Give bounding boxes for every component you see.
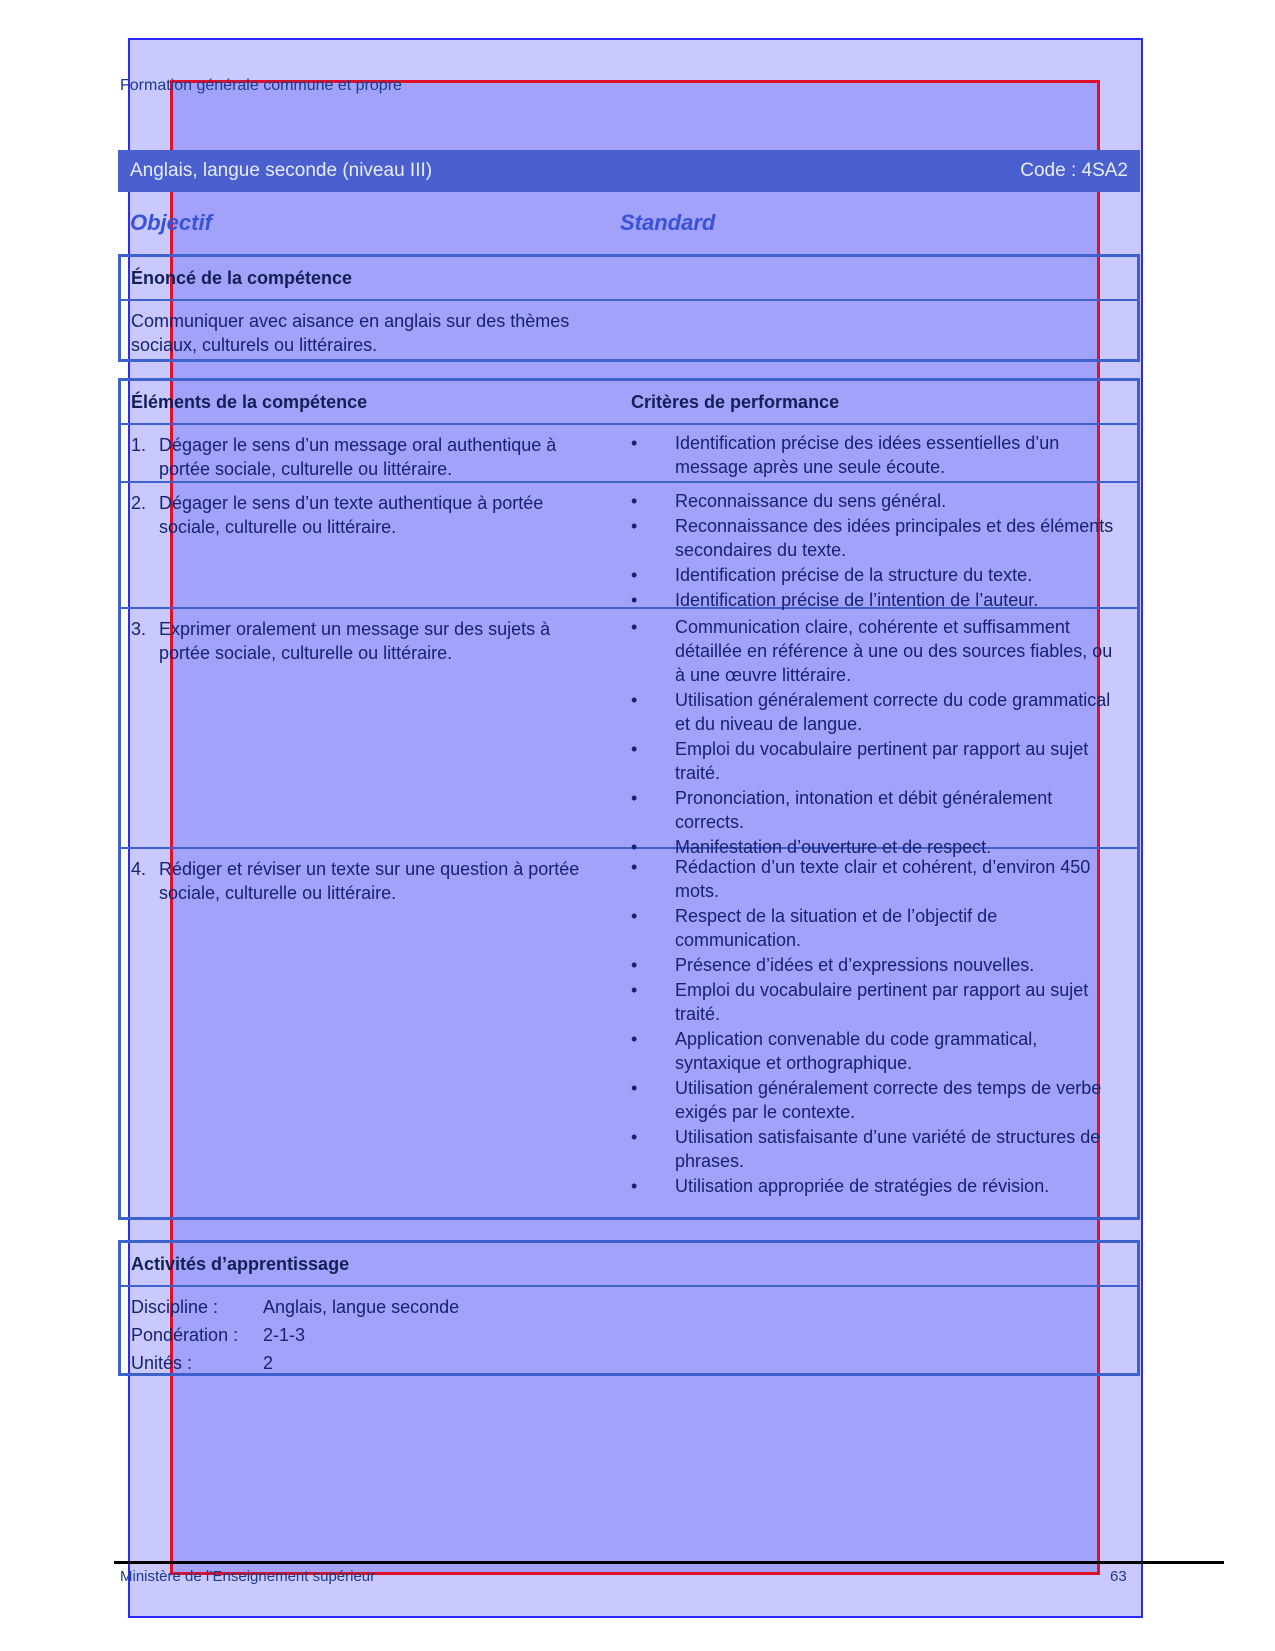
element-number: 3.: [131, 619, 147, 639]
element-description: Dégager le sens d’un texte authentique à portée sociale, culturelle ou littéraire.: [159, 493, 544, 537]
criterion-item: [631, 1174, 1121, 1198]
element-text: [131, 857, 601, 905]
criterion-item: [631, 1027, 1121, 1075]
criterion-text: Reconnaissance des idées principales et des éléments secondaires du texte.: [675, 516, 1114, 560]
element-number: 2.: [131, 493, 147, 513]
criterion-text: Emploi du vocabulaire pertinent par rapport au sujet traité.: [675, 980, 1089, 1024]
criteres-heading: Critères de performance: [631, 391, 840, 412]
element-description: Rédiger et réviser un texte sur une question à portée sociale, culturelle ou littéraire.: [159, 859, 580, 903]
bullet-icon: •: [631, 837, 638, 857]
activites-section: [118, 1240, 1140, 1376]
bullet-icon: •: [631, 739, 638, 759]
activites-heading: Activités d’apprentissage: [121, 1243, 1137, 1287]
criterion-text: Identification précise des idées essentielles d’un message après une seule écoute.: [675, 433, 1060, 477]
ponderation-label: Pondération :: [131, 1325, 239, 1345]
course-title-bar: [118, 150, 1140, 192]
criterion-item: [631, 688, 1121, 736]
bullet-icon: •: [631, 1176, 638, 1196]
criterion-text: Utilisation satisfaisante d’une variété de structures de phrases.: [675, 1127, 1101, 1171]
course-code: Code : 4SA2: [1020, 160, 1128, 181]
criterion-text: Application convenable du code grammatical, syntaxique et orthographique.: [675, 1029, 1038, 1073]
criterion-text: Prononciation, intonation et débit généralement corrects.: [675, 788, 1053, 832]
discipline-row: [131, 1293, 1127, 1321]
course-title: Anglais, langue seconde (niveau III): [130, 160, 433, 181]
page-number: 63: [1110, 1568, 1127, 1585]
bullet-icon: •: [631, 1029, 638, 1049]
bullet-icon: •: [631, 565, 638, 585]
criterion-item: [631, 737, 1121, 785]
bullet-icon: •: [631, 788, 638, 808]
unites-label: Unités :: [131, 1353, 193, 1373]
criterion-item: [631, 489, 1121, 513]
criterion-item: [631, 431, 1121, 479]
criterion-item: [631, 1125, 1121, 1173]
criterion-item: [631, 786, 1121, 834]
unites-row: [131, 1349, 1127, 1377]
footer-rule: [114, 1561, 1224, 1564]
bullet-icon: •: [631, 980, 638, 1000]
criterion-text: Identification précise de la structure du texte.: [675, 565, 1033, 585]
bullet-icon: •: [631, 1127, 638, 1147]
criterion-item: [631, 978, 1121, 1026]
bullet-icon: •: [631, 590, 638, 610]
element-text: [131, 491, 601, 539]
criterion-text: Rédaction d’un texte clair et cohérent, d’environ 450 mots.: [675, 857, 1091, 901]
criterion-text: Présence d’idées et d’expressions nouvelles.: [675, 955, 1035, 975]
element-text: [131, 433, 601, 481]
criterion-text: Utilisation appropriée de stratégies de révision.: [675, 1176, 1050, 1196]
criterion-item: [631, 563, 1121, 587]
enonce-heading: Énoncé de la compétence: [121, 257, 1137, 301]
element-text: [131, 617, 601, 665]
element-description: Dégager le sens d’un message oral authentique à portée sociale, culturelle ou littéraire.: [159, 435, 557, 479]
enonce-section: [118, 254, 1140, 362]
competence-row: [121, 609, 1137, 857]
criteria-list: [631, 431, 1121, 480]
bullet-icon: •: [631, 906, 638, 926]
running-header: Formation générale commune et propre: [120, 77, 402, 94]
bullet-icon: •: [631, 1078, 638, 1098]
criterion-text: Reconnaissance du sens général.: [675, 491, 947, 511]
criterion-text: Utilisation généralement correcte du code grammatical et du niveau de langue.: [675, 690, 1111, 734]
criteria-list: [631, 855, 1121, 1199]
unites-value: 2: [263, 1353, 274, 1373]
competence-row: [121, 425, 1137, 483]
element-number: 4.: [131, 859, 147, 879]
criterion-text: Respect de la situation et de l’objectif de communication.: [675, 906, 998, 950]
criterion-text: Emploi du vocabulaire pertinent par rapport au sujet traité.: [675, 739, 1089, 783]
element-number: 1.: [131, 435, 147, 455]
discipline-value: Anglais, langue seconde: [263, 1297, 460, 1317]
bullet-icon: •: [631, 617, 638, 637]
footer-ministry: Ministère de l’Enseignement supérieur: [120, 1568, 376, 1585]
criterion-item: [631, 855, 1121, 903]
discipline-label: Discipline :: [131, 1297, 219, 1317]
criterion-item: [631, 1076, 1121, 1124]
criterion-item: [631, 904, 1121, 952]
criterion-item: [631, 514, 1121, 562]
bullet-icon: •: [631, 955, 638, 975]
bullet-icon: •: [631, 690, 638, 710]
criteria-list: [631, 615, 1121, 860]
criterion-text: Utilisation généralement correcte des temps de verbe exigés par le contexte.: [675, 1078, 1102, 1122]
ponderation-value: 2-1-3: [263, 1325, 306, 1345]
criterion-text: Identification précise de l’intention de l’auteur.: [675, 590, 1039, 610]
criterion-text: Manifestation d’ouverture et de respect.: [675, 837, 992, 857]
ponderation-row: [131, 1321, 1127, 1349]
activites-body: [121, 1287, 1137, 1383]
bullet-icon: •: [631, 516, 638, 536]
elements-heading-row: [121, 381, 1137, 425]
bullet-icon: •: [631, 433, 638, 453]
criterion-text: Communication claire, cohérente et suffisamment détaillée en référence à une ou des sources fiables, ou à une œuvre littéraire.: [675, 617, 1113, 685]
objectif-heading: Objectif: [130, 210, 212, 235]
standard-heading: Standard: [620, 210, 716, 235]
criteria-list: [631, 489, 1121, 613]
elements-section: [118, 378, 1140, 1220]
criterion-item: [631, 615, 1121, 687]
bullet-icon: •: [631, 491, 638, 511]
competence-row: [121, 483, 1137, 609]
criterion-item: [631, 953, 1121, 977]
enonce-text: Communiquer avec aisance en anglais sur des thèmes sociaux, culturels ou littéraires.: [131, 311, 570, 355]
bullet-icon: •: [631, 857, 638, 877]
competence-row: [121, 849, 1137, 1196]
element-description: Exprimer oralement un message sur des sujets à portée sociale, culturelle ou littéraire.: [159, 619, 551, 663]
elements-heading: Éléments de la compétence: [131, 391, 368, 412]
